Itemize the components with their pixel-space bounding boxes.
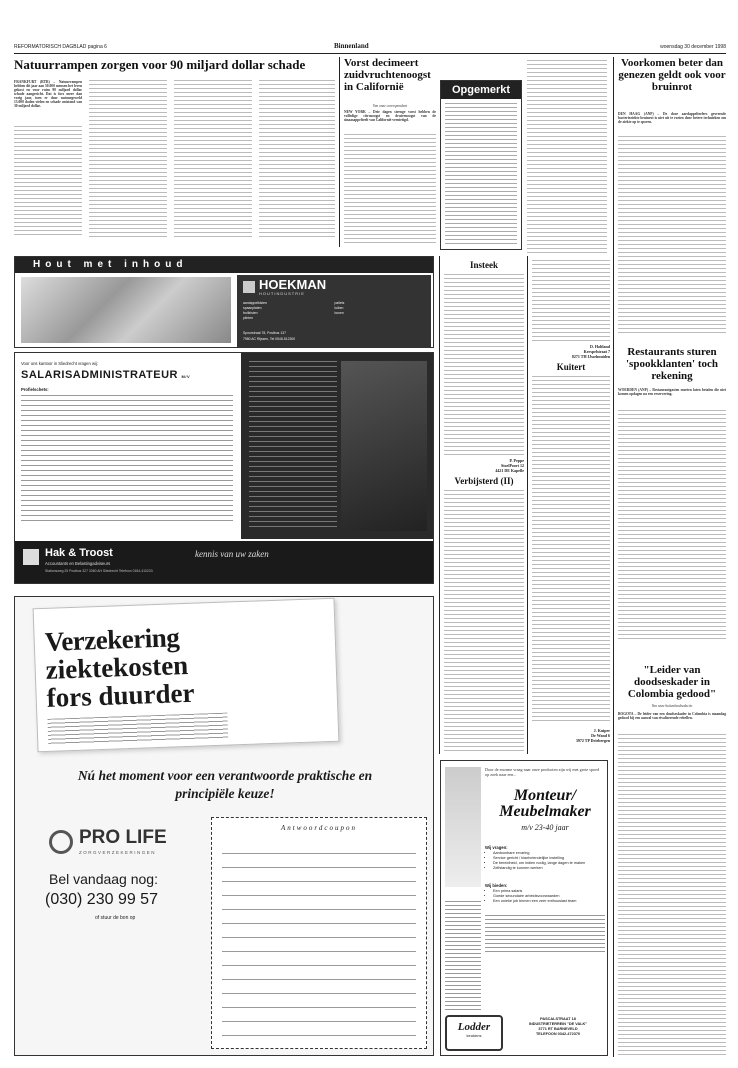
article-byline-colombia: Van onze buitenlandredactie — [651, 704, 693, 708]
lodder-body — [485, 915, 605, 955]
hak-logo-icon — [23, 549, 39, 565]
article-title-vorst: Vorst decimeert zuidvruchtenoogst in Californië — [344, 57, 431, 93]
lodder-hours: m/v 23-40 jaar — [521, 823, 569, 832]
lodder-vragen-list — [485, 851, 608, 871]
prolife-clip-body — [47, 713, 228, 745]
hoekman-brand-panel — [237, 275, 431, 347]
hak-slogan: kennis van uw zaken — [195, 549, 269, 559]
hoekman-item: luiken — [334, 306, 344, 310]
hak-address: Stationsweg 25 Postbus 327 3360 AH Sliedrecht Telefoon 0184-410233 — [45, 569, 153, 573]
hak-intro: Voor ons kantoor in Sliedrecht vragen wij: — [21, 361, 99, 366]
letter-title-kuitert: Kuitert — [556, 362, 586, 372]
hak-body — [21, 395, 233, 521]
hoekman-brand: HOEKMAN — [259, 277, 327, 292]
hoekman-slogan: Hout met inhoud — [33, 259, 188, 270]
lodder-address — [511, 1017, 605, 1037]
hoekman-item: boxen — [334, 311, 344, 315]
prolife-clipping — [33, 598, 340, 752]
holtland-sig1: D. Holtland — [589, 344, 610, 349]
ad-lodder — [440, 760, 608, 1056]
lodder-address1: PASCALSTRAAT 18 — [540, 1017, 576, 1021]
prolife-coupon[interactable] — [211, 817, 427, 1049]
article-body-colombia — [618, 734, 726, 1056]
ad-hak-troost — [14, 352, 434, 584]
ad-prolife — [14, 596, 434, 1056]
letter-body-right1 — [532, 260, 610, 342]
column-divider — [339, 57, 340, 247]
letter-body-insteek — [444, 274, 524, 456]
holtland-sig2: Kerspelstraat 7 — [583, 349, 610, 354]
hoekman-address2: 7980 AC Rijssen, Tel 0548-512300 — [243, 337, 296, 341]
hoekman-item: pallets — [334, 301, 345, 305]
lodder-title2: Meubelmaker — [499, 803, 591, 820]
article-title-restaurants: Restaurants sturen 'spookklanten' toch rekening — [626, 346, 718, 382]
holtland-sig3: 8271 TH IJsselmuiden — [571, 354, 610, 359]
kuiper-sig3: 3972 TP Driebergen — [575, 738, 610, 743]
header-left: REFORMATORISCH DAGBLAD pagina 6 — [14, 44, 107, 50]
lodder-bieden-list — [485, 889, 608, 904]
header-rule — [14, 53, 726, 54]
lodder-bieden-item: • Goede secundaire arbeidsvoorwaarden — [493, 894, 608, 899]
hak-brand: Hak & Troost — [45, 547, 113, 559]
lodder-bieden-item: • Een prima salaris — [493, 889, 608, 894]
article-lead-restaurants: WOERDEN (ANP) – Restaurantgasten moeten laten betalen die niet komen opdagen na een reservering. — [618, 388, 726, 396]
prolife-headline2: ziektekosten — [45, 649, 189, 685]
lodder-vragen-item: • Service gericht / klantvriendelijke instelling — [493, 856, 608, 861]
lodder-title1: Monteur/ — [513, 787, 577, 804]
lodder-address3: 3771 RT BARNEVELD — [538, 1027, 578, 1031]
prolife-phone: (030) 230 99 57 — [45, 891, 158, 908]
article-body-col4 — [259, 80, 335, 240]
insteek-sig3: 4421 DE Kapelle — [495, 468, 524, 473]
letters-divider-left — [439, 256, 440, 754]
article-body-bruinrot — [618, 136, 726, 336]
hak-title-text: SALARISADMINISTRATEUR — [21, 369, 178, 381]
hak-sidebar-text — [249, 361, 337, 531]
hoekman-item: spaanplaten — [243, 306, 262, 310]
opgemerkt-box — [440, 80, 522, 250]
kuiper-sig1: J. Kuiper — [593, 728, 610, 733]
article-title-natuurrampen: Natuurrampen zorgen voor 90 miljard dollar schade — [14, 57, 306, 72]
article-body-col3 — [174, 80, 252, 240]
opgemerkt-title: Opgemerkt — [441, 81, 521, 99]
lodder-vragen-item: • Aantoonbare ervaring — [493, 851, 608, 856]
hak-sidebar-photo — [341, 361, 427, 531]
article-body-col2 — [89, 80, 167, 240]
letters-divider-right — [527, 256, 528, 754]
lodder-vragen-item: • De bereidheid, om indien nodig, lange dagen te maken — [493, 861, 608, 866]
hak-title-suffix: M/V — [181, 374, 191, 379]
article-body-natuurrampen — [14, 126, 82, 236]
hoekman-item: aardappelkisten — [243, 301, 267, 305]
insteek-sig1: P. Peppe — [509, 458, 524, 463]
lodder-phone: TELEFOON 0342-472370 — [535, 1032, 581, 1036]
letter-title-verbijsterd: Verbijsterd (II) — [454, 476, 514, 486]
letter-body-verbijsterd — [444, 490, 524, 752]
hak-footer — [15, 541, 433, 583]
page-header — [14, 42, 726, 52]
article-lead-bruinrot: DEN HAAG (ANP) – De door aardappelteelers gevreesde bacterieziekte bruinrot is niet uit te roeien door betere technieken om de ziekte op te sporen. — [618, 112, 726, 124]
article-lead-natuurrampen: FRANKFURT (RTR) – Natuurrampen hebben dit jaar aan 50.000 mensen het leven gekost en voor ruim 90 miljard dollar schade aangericht. Dat is fors meer dan vorig jaar, toen er door natuurgeweld 13.000 doden vielen en schade ontstond van 30 miljard dollar. — [14, 80, 82, 108]
lodder-brand: Lodder — [457, 1021, 491, 1033]
letter-sig-kuiper — [532, 728, 610, 743]
prolife-brand-sub: ZORGVERZEKERINGEN — [79, 850, 157, 855]
hoekman-item: fruitkisten — [243, 311, 258, 315]
prolife-coupon-fields[interactable] — [222, 840, 416, 1040]
lodder-photo — [445, 767, 481, 887]
lodder-vragen-item: • Zelfstandig te kunnen werken — [493, 866, 608, 871]
hak-sidebar — [241, 353, 433, 539]
article-lead-vorst: NEW YORK – Drie dagen strenge vorst hebben de volledige citrusoogst en druivenoogst van de sinaasappelteelt van Californië vernietigd. — [344, 110, 436, 122]
hak-title — [21, 369, 190, 381]
prolife-headline1: Verzekering — [44, 622, 180, 657]
prolife-slogan: Nú het moment voor een verantwoorde praktische en principiële keuze! — [77, 768, 373, 801]
lodder-brand-sub: keukens — [466, 1033, 482, 1038]
opgemerkt-body — [445, 103, 517, 247]
prolife-headline3: fors duurder — [46, 677, 195, 713]
letter-title-insteek: Insteek — [469, 260, 498, 270]
hoekman-items — [243, 301, 423, 321]
prolife-call-sub: of stuur de bon op — [95, 915, 136, 921]
header-center: Binnenland — [334, 42, 369, 50]
prolife-brand: PRO LIFE — [79, 827, 167, 848]
article-title-colombia: "Leider van doodseskader in Colombia gedood" — [627, 664, 717, 700]
letter-body-kuitert — [532, 376, 610, 724]
article-lead-colombia: BOGOTA – De leider van een doodseskader in Colombia is maandag gedood bij een aanval van rivaliserende rebellen. — [618, 712, 726, 720]
article-byline-vorst: Van onze correspondent — [372, 104, 408, 108]
lodder-intro: Door de enorme vraag naar onze producten zijn wij met grote spoed op zoek naar een... — [485, 767, 600, 777]
letter-sig-holtland — [532, 344, 610, 359]
prolife-coupon-title: Antwoordcoupon — [281, 824, 357, 832]
ad-hoekman — [14, 256, 434, 348]
hak-profiel: Profielschets: — [21, 387, 49, 392]
lodder-logo-panel — [445, 1015, 503, 1051]
article-body-restaurants — [618, 410, 726, 640]
prolife-call: Bel vandaag nog: — [49, 871, 158, 887]
hoekman-item: plinten — [243, 316, 253, 320]
insteek-sig2: StoelPoort 12 — [501, 463, 524, 468]
hoekman-logo-icon — [243, 281, 255, 293]
right-column-divider — [613, 57, 614, 1057]
lodder-side-text — [445, 901, 481, 1011]
lodder-address2: INDUSTRIETERREIN "DE VALK" — [528, 1022, 588, 1026]
prolife-logo-icon — [49, 830, 73, 854]
lodder-wij-vragen: Wij vragen: — [485, 845, 508, 850]
article-body-vorst — [344, 134, 436, 246]
hak-sub: Accountants en Belastingadviseurs — [45, 561, 111, 566]
letter-sig-insteek-col — [444, 458, 524, 473]
opgemerkt-continued — [527, 60, 607, 256]
hoekman-address: Spoorstraat 78, Postbus 137 — [243, 331, 286, 335]
kuiper-sig2: De Wand 6 — [591, 733, 610, 738]
lodder-wij-bieden: Wij bieden: — [485, 883, 508, 888]
hoekman-brand-sub: HOUTINDUSTRIE — [259, 291, 305, 296]
hoekman-product-photo — [21, 277, 231, 343]
article-title-bruinrot: Voorkomen beter dan genezen geldt ook voor bruinrot — [618, 57, 726, 93]
lodder-bieden-item: • Een unieke job binnen een zeer enthousiast team — [493, 899, 608, 904]
header-right: woensdag 30 december 1998 — [660, 44, 726, 50]
